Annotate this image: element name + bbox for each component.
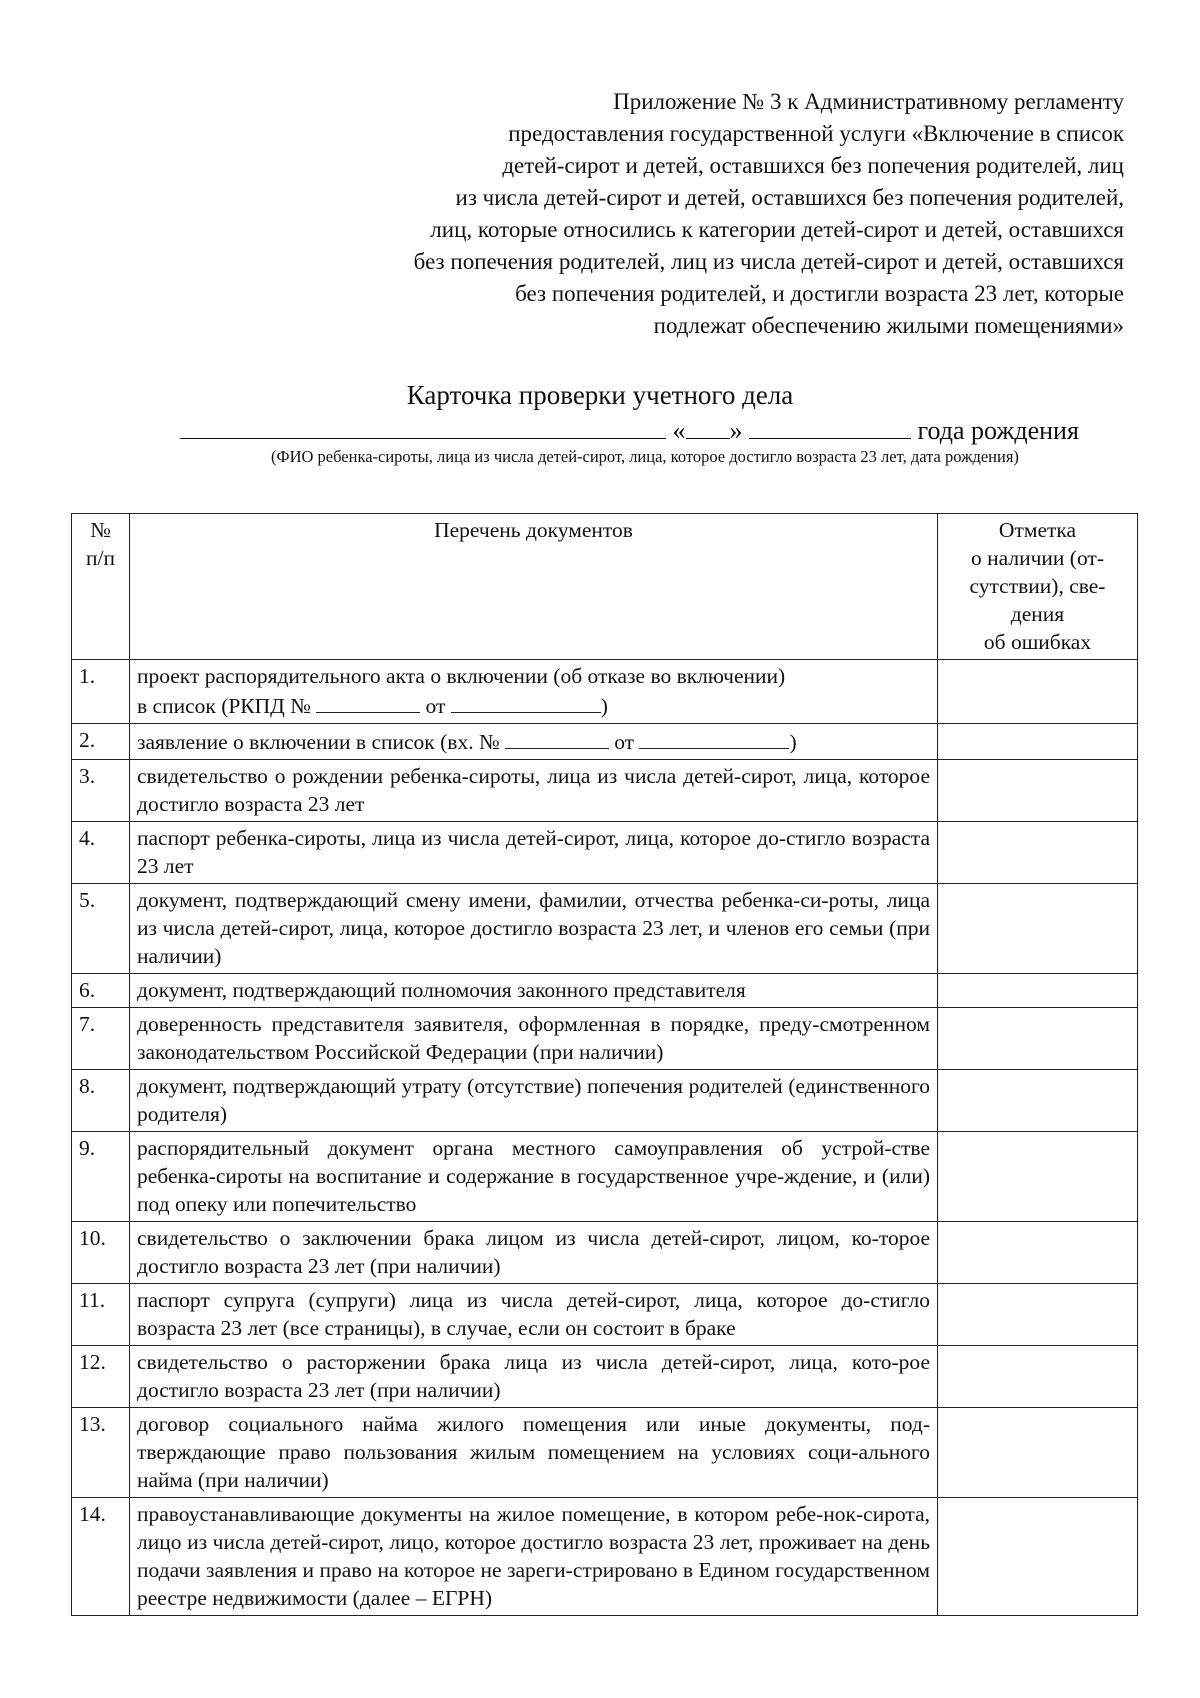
appendix-line: без попечения родителей, лиц из числа детей-сирот и детей, оставшихся: [413, 249, 1124, 274]
appendix-line: лиц, которые относились к категории детей-сирот и детей, оставшихся: [430, 217, 1124, 242]
row-number: 2.: [72, 724, 130, 760]
row-document: правоустанавливающие документы на жилое помещение, в котором ребе-нок-сирота, лицо из числа детей-сирот, лицо, которое достигло возраста 23 лет, проживает на день подачи заявления и право на которое не зареги-стрировано в Едином государственном реестре недвижимости (далее – ЕГРН): [130, 1498, 938, 1616]
close-quote: »: [729, 416, 743, 445]
row-document: свидетельство о заключении брака лицом из числа детей-сирот, лицом, ко-торое достигло возраста 23 лет (при наличии): [130, 1222, 938, 1284]
row-document: проект распорядительного акта о включении (об отказе во включении) в список (РКПД № от ): [130, 660, 938, 724]
row-number: 8.: [72, 1070, 130, 1132]
header-number: № п/п: [72, 514, 130, 660]
table-row: [72, 974, 1138, 1008]
appendix-line: без попечения родителей, и достигли возраста 23 лет, которые: [515, 281, 1124, 306]
row-document: свидетельство о рождении ребенка-сироты, лица из числа детей-сирот, лица, которое достигло возраста 23 лет: [130, 760, 938, 822]
table-row: [72, 884, 1138, 974]
row-number: 9.: [72, 1132, 130, 1222]
name-date-line: [180, 412, 1114, 447]
row-mark-cell[interactable]: [938, 1222, 1138, 1284]
row-number: 5.: [72, 884, 130, 974]
row-mark-cell[interactable]: [938, 760, 1138, 822]
row-document: документ, подтверждающий утрату (отсутствие) попечения родителей (единственного родителя): [130, 1070, 938, 1132]
day-blank[interactable]: [686, 412, 730, 439]
appendix-line: из числа детей-сирот и детей, оставшихся без попечения родителей,: [455, 185, 1124, 210]
row-document: договор социального найма жилого помещения или иные документы, под-тверждающие право пользования жилым помещением на условиях соци-ального найма (при наличии): [130, 1408, 938, 1498]
appendix-line: предоставления государственной услуги «Включение в список: [508, 121, 1124, 146]
row-mark-cell[interactable]: [938, 1346, 1138, 1408]
month-year-blank[interactable]: [749, 412, 911, 439]
header-mark: Отметка о наличии (от- сутствии), све- дения об ошибках: [938, 514, 1138, 660]
table-header-row: [72, 514, 1138, 660]
table-row: [72, 1222, 1138, 1284]
document-title: Карточка проверки учетного дела: [406, 380, 794, 410]
row-document: заявление о включении в список (вх. № от ): [130, 724, 938, 760]
incoming-date-blank[interactable]: [639, 726, 789, 749]
row-number: 4.: [72, 822, 130, 884]
documents-table: [71, 513, 1138, 1616]
row-number: 6.: [72, 974, 130, 1008]
registry-date-blank[interactable]: [451, 690, 601, 713]
table-row: [72, 1070, 1138, 1132]
row-mark-cell[interactable]: [938, 1132, 1138, 1222]
row-mark-cell[interactable]: [938, 1498, 1138, 1616]
table-row: [72, 1132, 1138, 1222]
table-row: [72, 1346, 1138, 1408]
row-number: 14.: [72, 1498, 130, 1616]
row-document: паспорт ребенка-сироты, лица из числа детей-сирот, лица, которое до-стигло возраста 23 лет: [130, 822, 938, 884]
appendix-line: подлежат обеспечению жилыми помещениями»: [653, 313, 1124, 338]
incoming-number-blank[interactable]: [505, 726, 609, 749]
row-number: 13.: [72, 1408, 130, 1498]
row-document: доверенность представителя заявителя, оформленная в порядке, преду-смотренном законодательством Российской Федерации (при наличии): [130, 1008, 938, 1070]
row-mark-cell[interactable]: [938, 1070, 1138, 1132]
birth-year-suffix: года рождения: [917, 416, 1079, 445]
row-number: 11.: [72, 1284, 130, 1346]
row-document: документ, подтверждающий полномочия законного представителя: [130, 974, 938, 1008]
row-number: 1.: [72, 660, 130, 724]
table-row: [72, 724, 1138, 760]
table-row: [72, 760, 1138, 822]
row-number: 3.: [72, 760, 130, 822]
table-row: [72, 1008, 1138, 1070]
row-number: 7.: [72, 1008, 130, 1070]
table-row: [72, 1498, 1138, 1616]
table-row: [72, 822, 1138, 884]
row-number: 12.: [72, 1346, 130, 1408]
open-quote: «: [672, 416, 686, 445]
appendix-header: [364, 86, 1124, 342]
row-document: распорядительный документ органа местного самоуправления об устрой-стве ребенка-сироты на воспитание и содержание в государственное учре-ждение, и (или) под опеку или попечительство: [130, 1132, 938, 1222]
appendix-line: детей-сирот и детей, оставшихся без попечения родителей, лиц: [502, 153, 1124, 178]
row-mark-cell[interactable]: [938, 884, 1138, 974]
table-row: [72, 660, 1138, 724]
header-documents-list: Перечень документов: [130, 514, 938, 660]
table-row: [72, 1284, 1138, 1346]
row-mark-cell[interactable]: [938, 1408, 1138, 1498]
row-mark-cell[interactable]: [938, 724, 1138, 760]
full-name-blank[interactable]: [180, 412, 666, 439]
name-caption: (ФИО ребенка-сироты, лица из числа детей-сирот, лица, которое достигло возраста 23 лет, дата рождения): [271, 447, 1019, 466]
table-row: [72, 1408, 1138, 1498]
row-mark-cell[interactable]: [938, 1008, 1138, 1070]
row-mark-cell[interactable]: [938, 822, 1138, 884]
appendix-line: Приложение № 3 к Административному регламенту: [613, 89, 1124, 114]
row-mark-cell[interactable]: [938, 1284, 1138, 1346]
row-mark-cell[interactable]: [938, 974, 1138, 1008]
row-document: свидетельство о расторжении брака лица из числа детей-сирот, лица, кото-рое достигло возраста 23 лет (при наличии): [130, 1346, 938, 1408]
row-number: 10.: [72, 1222, 130, 1284]
row-document: документ, подтверждающий смену имени, фамилии, отчества ребенка-си-роты, лица из числа детей-сирот, лица, которое достигло возраста 23 лет, и членов его семьи (при наличии): [130, 884, 938, 974]
row-mark-cell[interactable]: [938, 660, 1138, 724]
registry-number-blank[interactable]: [316, 690, 420, 713]
row-document: паспорт супруга (супруги) лица из числа детей-сирот, лица, которое до-стигло возраста 23 лет (все страницы), в случае, если он состоит в браке: [130, 1284, 938, 1346]
